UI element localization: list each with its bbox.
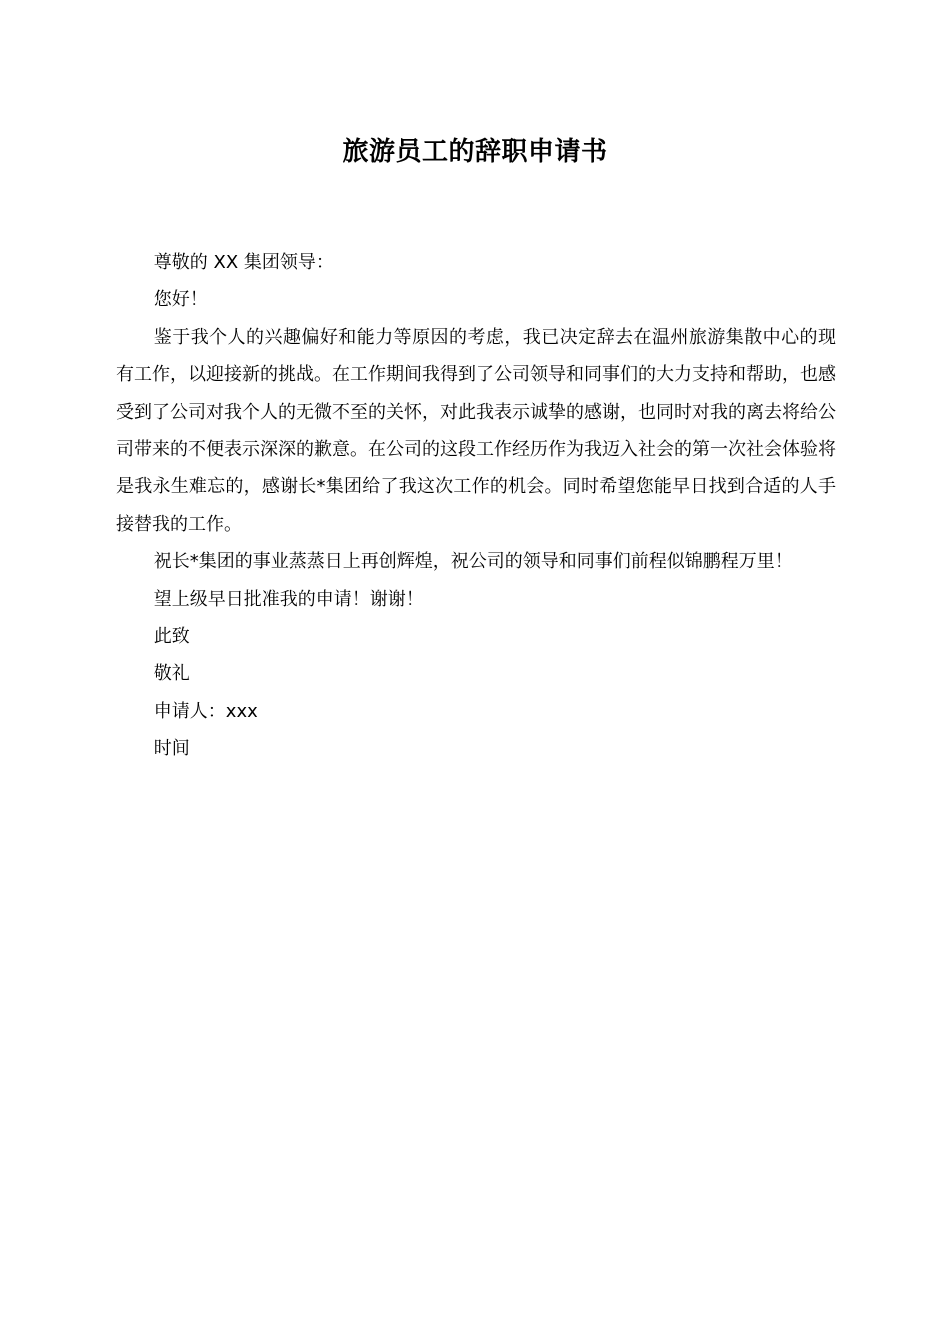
applicant-line: 申请人：xxx [153, 700, 258, 722]
main-paragraph: 鉴于我个人的兴趣偏好和能力等原因的考虑，我已决定辞去在温州旅游集散中心的现有工作，以迎接新的挑战。在工作期间我得到了公司领导和同事们的大力支持和帮助，也感受到了公司对我个人的无微不至的关怀，对此我表示诚挚的感谢，也同时对我的离去将给公司带来的不便表示深深的歉意。在公司的这段工作经历作为我迈入社会的第一次社会体验将是我永生难忘的，感谢长*集团给了我这次工作的机会。同时希望您能早日找到合适的人手接替我的工作。 [116, 326, 836, 535]
closing-line-1: 此致 [153, 626, 190, 648]
date-line: 时间 [153, 738, 190, 760]
greeting: 您好！ [153, 289, 208, 311]
salutation: 尊敬的 XX 集团领导： [153, 252, 334, 273]
document-title: 旅游员工的辞职申请书 [342, 137, 608, 167]
request-paragraph: 望上级早日批准我的申请！谢谢！ [153, 588, 424, 610]
wishes-paragraph: 祝长*集团的事业蒸蒸日上再创辉煌，祝公司的领导和同事们前程似锦鹏程万里！ [153, 551, 793, 573]
closing-line-2: 敬礼 [153, 663, 190, 685]
document-body [116, 244, 836, 768]
